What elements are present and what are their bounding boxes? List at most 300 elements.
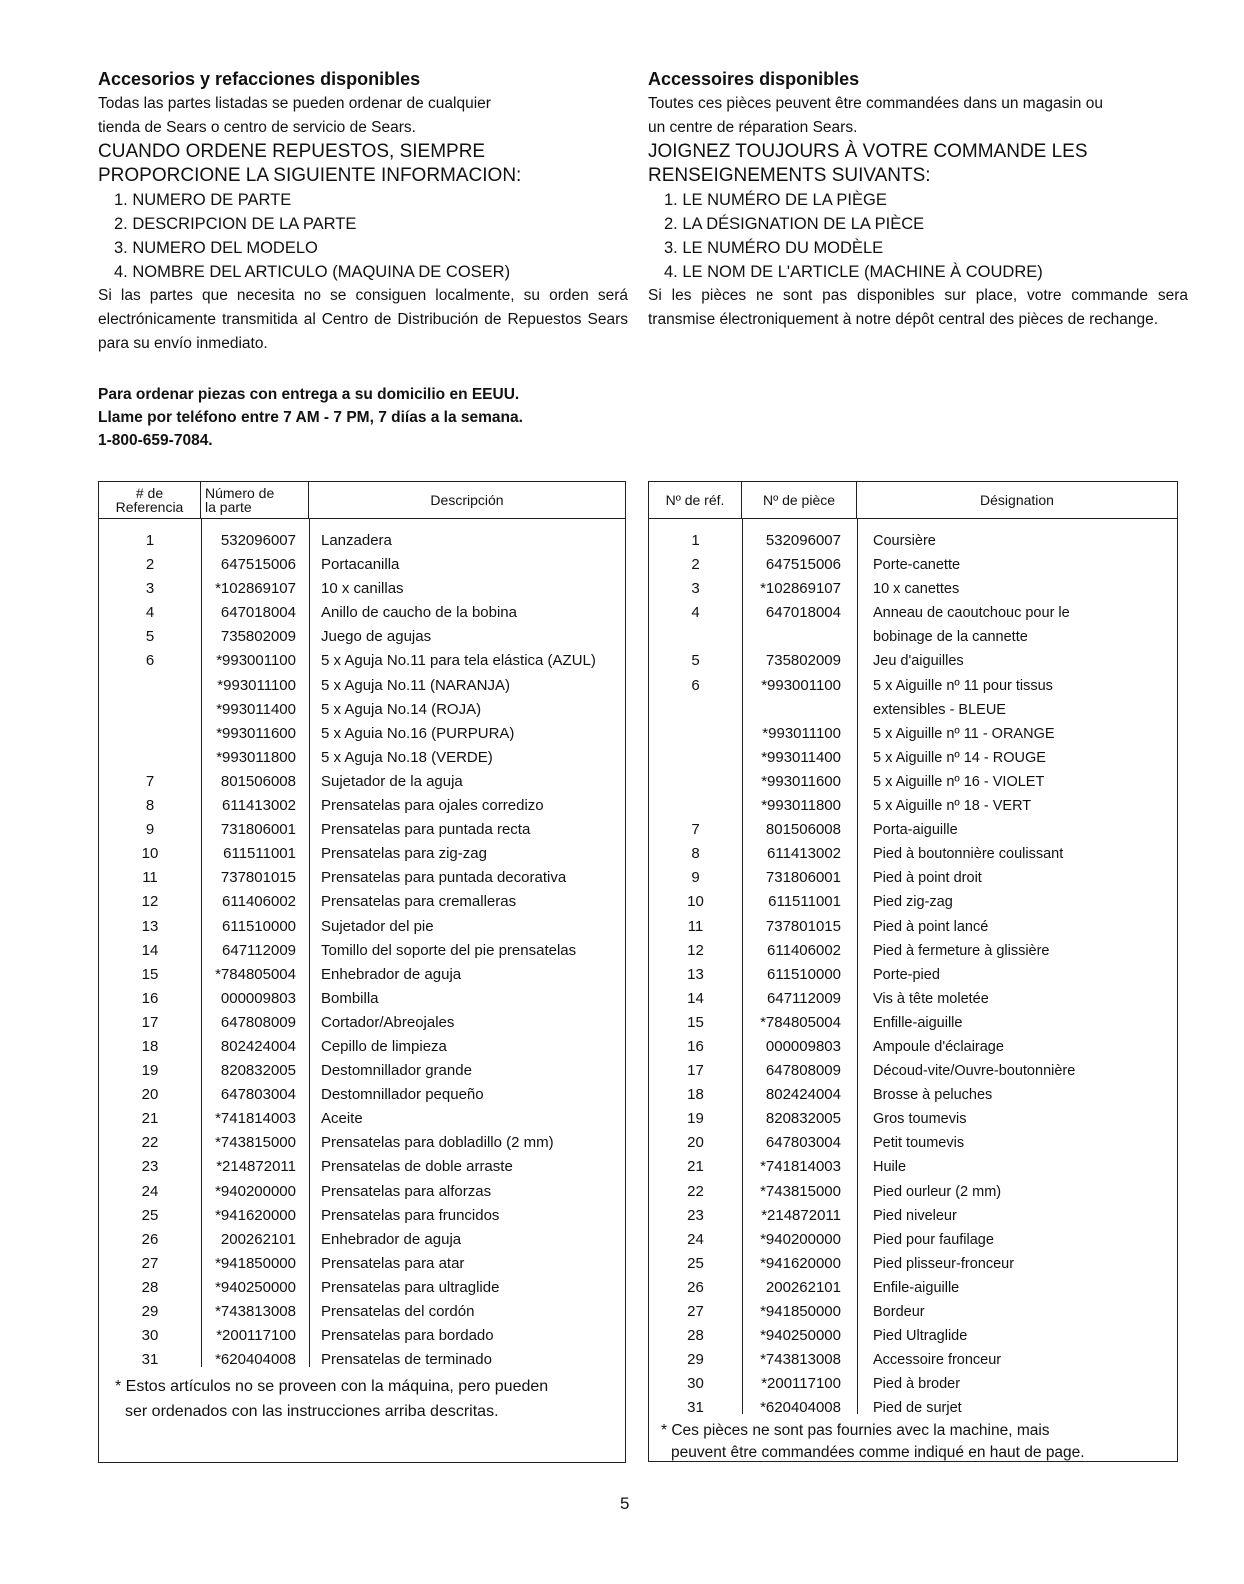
part-number-cell: *941850000 bbox=[760, 1303, 841, 1320]
description-cell: Portacanilla bbox=[321, 556, 400, 574]
ref-cell: 30 bbox=[687, 1375, 704, 1393]
ref-cell: 19 bbox=[687, 1110, 704, 1128]
list-item: 4. NOMBRE DEL ARTICULO (MAQUINA DE COSER) bbox=[114, 263, 511, 281]
table-row bbox=[649, 577, 1177, 601]
table-row bbox=[99, 1276, 625, 1300]
part-number-cell: 611406002 bbox=[767, 941, 841, 959]
ref-cell: 8 bbox=[691, 845, 700, 863]
ref-cell: 27 bbox=[687, 1303, 704, 1320]
part-number-cell: 735802009 bbox=[765, 652, 841, 670]
table-row bbox=[99, 818, 625, 842]
part-number-cell: 200262101 bbox=[220, 1230, 296, 1248]
list-item: 2. LA DÉSIGNATION DE LA PIÈCE bbox=[664, 215, 925, 233]
part-number-cell: 532096007 bbox=[220, 532, 296, 549]
ref-cell: 2 bbox=[145, 556, 155, 574]
french-closing-paragraph: Si les pièces ne sont pas disponibles sur place, votre commande sera transmise électroniquement à notre dépôt central des pièces de rechange. bbox=[648, 287, 1188, 328]
description-cell: Pied plisseur-fronceur bbox=[873, 1255, 1015, 1272]
column-divider bbox=[742, 519, 743, 1414]
table-body bbox=[649, 519, 1177, 1464]
description-cell: 5 x Aguja No.18 (VERDE) bbox=[321, 748, 493, 766]
description-cell: 5 x Aiguille nº 16 - VIOLET bbox=[873, 773, 1045, 790]
table-row bbox=[99, 601, 625, 625]
description-cell: Pied ourleur (2 mm) bbox=[873, 1183, 1002, 1200]
part-number-cell: *743815000 bbox=[760, 1182, 841, 1200]
description-cell: Destomnillador grande bbox=[321, 1062, 472, 1080]
table-row bbox=[649, 1252, 1177, 1276]
table-row bbox=[649, 649, 1177, 673]
header-description: Descripción bbox=[430, 492, 504, 508]
part-number-cell: 737801015 bbox=[220, 869, 296, 887]
header-part-line1: Número de bbox=[205, 485, 275, 501]
description-cell: Enhebrador de aguja bbox=[321, 965, 462, 983]
description-cell: Prensatelas para dobladillo (2 mm) bbox=[321, 1134, 554, 1152]
description-cell: 10 x canillas bbox=[321, 580, 404, 598]
description-cell: Aceite bbox=[321, 1110, 363, 1128]
table-row bbox=[99, 1107, 625, 1131]
part-number-cell bbox=[742, 698, 857, 722]
table-rows bbox=[99, 519, 625, 1372]
table-row bbox=[649, 1372, 1177, 1396]
table-row bbox=[649, 987, 1177, 1011]
ref-cell bbox=[99, 746, 201, 770]
table-row bbox=[99, 529, 625, 553]
ref-cell: 21 bbox=[687, 1158, 704, 1176]
part-number-cell: 000009803 bbox=[765, 1037, 841, 1055]
description-cell: Bordeur bbox=[873, 1304, 925, 1320]
table-row bbox=[649, 1300, 1177, 1324]
part-number-cell: 611511001 bbox=[768, 893, 841, 911]
description-cell: Prensatelas de doble arraste bbox=[321, 1158, 513, 1176]
description-cell: Vis à tête moletée bbox=[873, 990, 989, 1007]
description-cell: 5 x Aguja No.11 para tela elástica (AZUL) bbox=[321, 652, 596, 670]
part-number-cell: 000009803 bbox=[220, 989, 296, 1007]
table-row bbox=[99, 890, 625, 914]
part-number-cell: *993011100 bbox=[217, 676, 296, 694]
table-row bbox=[99, 794, 625, 818]
table-row bbox=[99, 1083, 625, 1107]
part-number-cell: *993011800 bbox=[761, 797, 841, 815]
table-row bbox=[99, 722, 625, 746]
description-cell: Pied pour faufilage bbox=[873, 1231, 994, 1248]
part-number-cell: 820832005 bbox=[220, 1062, 296, 1080]
header-part-number: Nº de pièce bbox=[742, 482, 857, 518]
ref-cell bbox=[649, 746, 742, 770]
ref-cell: 28 bbox=[141, 1278, 159, 1296]
table-row bbox=[649, 1180, 1177, 1204]
order-phone-number: 1-800-659-7084. bbox=[98, 432, 213, 449]
part-number-cell: *784805004 bbox=[760, 1013, 841, 1031]
part-number-cell: *993001100 bbox=[216, 652, 296, 670]
part-number-cell: *743815000 bbox=[215, 1134, 296, 1152]
ref-cell: 22 bbox=[687, 1182, 704, 1200]
header-ref-line1: # de bbox=[135, 485, 164, 501]
part-number-cell: 735802009 bbox=[220, 628, 296, 646]
table-row bbox=[99, 1300, 625, 1324]
ref-cell: 7 bbox=[145, 772, 155, 790]
table-footnote bbox=[649, 1420, 1177, 1464]
part-number-cell: 611510000 bbox=[222, 917, 296, 935]
ref-cell: 24 bbox=[687, 1230, 704, 1248]
ref-cell: 17 bbox=[687, 1062, 704, 1080]
table-row bbox=[649, 1035, 1177, 1059]
part-number-cell: 611406002 bbox=[222, 893, 296, 911]
ref-cell: 19 bbox=[141, 1062, 159, 1080]
part-number-cell: *741814003 bbox=[760, 1158, 841, 1176]
ref-cell: 4 bbox=[691, 604, 700, 622]
ref-cell: 27 bbox=[141, 1254, 159, 1272]
ref-cell: 6 bbox=[691, 676, 700, 694]
table-row bbox=[649, 890, 1177, 914]
header-ref-line2: Referencia bbox=[115, 499, 184, 515]
table-row bbox=[649, 866, 1177, 890]
part-number-cell: *743813008 bbox=[215, 1303, 296, 1320]
description-cell: Brosse à peluches bbox=[873, 1087, 993, 1104]
description-cell: Tomillo del soporte del pie prensatelas bbox=[321, 941, 577, 959]
part-number-cell: *784805004 bbox=[215, 965, 296, 983]
description-cell: Pied à broder bbox=[873, 1376, 961, 1393]
description-cell: 5 x Aguia No.16 (PURPURA) bbox=[321, 724, 515, 742]
part-number-cell: *102869107 bbox=[760, 580, 841, 598]
ref-cell: 14 bbox=[141, 941, 159, 959]
description-cell: Anneau de caoutchouc pour le bbox=[873, 605, 1070, 622]
part-number-cell: *941620000 bbox=[760, 1254, 841, 1272]
part-number-cell: *993011100 bbox=[762, 724, 841, 742]
column-divider bbox=[201, 519, 202, 1367]
table-row bbox=[99, 698, 625, 722]
table-row bbox=[99, 649, 625, 673]
table-row bbox=[649, 963, 1177, 987]
description-cell: Cepillo de limpieza bbox=[321, 1037, 447, 1055]
description-cell: Cortador/Abreojales bbox=[321, 1013, 455, 1031]
description-cell: Pied à fermeture à glissière bbox=[873, 942, 1050, 959]
part-number-cell: 731806001 bbox=[220, 821, 296, 839]
ref-cell: 24 bbox=[141, 1182, 159, 1200]
ref-cell: 18 bbox=[141, 1037, 159, 1055]
ref-cell: 20 bbox=[687, 1134, 704, 1152]
ref-cell: 29 bbox=[687, 1351, 704, 1369]
table-body bbox=[99, 519, 625, 1424]
table-row bbox=[649, 1083, 1177, 1107]
part-number-cell: *200117100 bbox=[761, 1375, 841, 1393]
table-row bbox=[99, 1228, 625, 1252]
ref-cell: 4 bbox=[145, 604, 155, 622]
description-cell: Pied à point lancé bbox=[873, 918, 989, 935]
description-cell: extensibles - BLEUE bbox=[873, 701, 1006, 718]
table-row bbox=[99, 625, 625, 649]
part-number-cell: 611511001 bbox=[223, 845, 296, 863]
part-number-cell: 647112009 bbox=[222, 941, 296, 959]
table-row bbox=[649, 601, 1177, 625]
description-cell: bobinage de la cannette bbox=[873, 629, 1028, 646]
ref-cell: 12 bbox=[141, 893, 159, 911]
ref-cell: 3 bbox=[145, 580, 155, 598]
ref-cell: 18 bbox=[687, 1086, 704, 1104]
spanish-section-title: Accesorios y refacciones disponibles bbox=[98, 69, 421, 89]
description-cell: Pied Ultraglide bbox=[873, 1328, 968, 1345]
order-note-line: Para ordenar piezas con entrega a su domicilio en EEUU. bbox=[98, 386, 520, 403]
table-row bbox=[649, 529, 1177, 553]
header-part-number bbox=[201, 482, 309, 518]
ref-cell: 14 bbox=[687, 989, 704, 1007]
ref-cell: 26 bbox=[687, 1278, 704, 1296]
ref-cell bbox=[649, 770, 742, 794]
part-number-cell: 647112009 bbox=[767, 989, 841, 1007]
header-designation: Désignation bbox=[980, 492, 1054, 508]
table-row bbox=[99, 1348, 625, 1372]
spanish-caps-line: CUANDO ORDENE REPUESTOS, SIEMPRE bbox=[98, 141, 486, 162]
description-cell: Porta-aiguille bbox=[873, 822, 958, 839]
footnote-line: peuvent être commandées comme indiqué en haut de page. bbox=[671, 1444, 1085, 1462]
table-row bbox=[99, 1011, 625, 1035]
ref-cell: 1 bbox=[691, 532, 700, 549]
description-cell: 5 x Aguja No.11 (NARANJA) bbox=[321, 676, 510, 694]
part-number-cell: 647808009 bbox=[220, 1013, 296, 1031]
ref-cell: 20 bbox=[141, 1086, 159, 1104]
french-intro-line: Toutes ces pièces peuvent être commandées dans un magasin ou bbox=[648, 95, 1103, 112]
ref-cell: 11 bbox=[687, 917, 704, 935]
part-number-cell bbox=[742, 625, 857, 649]
ref-cell bbox=[99, 722, 201, 746]
description-cell: Pied de surjet bbox=[873, 1400, 962, 1417]
spanish-info-list bbox=[98, 188, 628, 284]
part-number-cell: 647803004 bbox=[765, 1134, 841, 1152]
part-number-cell: *620404008 bbox=[760, 1399, 841, 1417]
table-footnote bbox=[99, 1372, 625, 1424]
table-row bbox=[649, 1059, 1177, 1083]
table-rows bbox=[649, 519, 1177, 1420]
description-cell: 5 x Aiguille nº 14 - ROUGE bbox=[873, 749, 1046, 766]
part-number-cell: 647808009 bbox=[765, 1062, 841, 1080]
description-cell: Prensatelas para ultraglide bbox=[321, 1278, 500, 1296]
part-number-cell: 737801015 bbox=[765, 917, 841, 935]
part-number-cell: 731806001 bbox=[765, 869, 841, 887]
description-cell: Enfile-aiguille bbox=[873, 1279, 960, 1296]
description-cell: Découd-vite/Ouvre-boutonnière bbox=[873, 1063, 1076, 1080]
ref-cell: 10 bbox=[141, 845, 159, 863]
part-number-cell: 200262101 bbox=[765, 1278, 841, 1296]
description-cell: Prensatelas para atar bbox=[321, 1254, 465, 1272]
table-row bbox=[99, 1204, 625, 1228]
part-number-cell: *620404008 bbox=[215, 1351, 296, 1369]
table-row bbox=[649, 722, 1177, 746]
part-number-cell: 647803004 bbox=[220, 1086, 296, 1104]
description-cell: Porte-pied bbox=[873, 966, 940, 983]
ref-cell: 13 bbox=[141, 917, 159, 935]
description-cell: Prensatelas para alforzas bbox=[321, 1182, 492, 1200]
ref-cell: 9 bbox=[691, 869, 700, 887]
description-cell: Prensatelas para puntada recta bbox=[321, 821, 531, 839]
table-row bbox=[99, 553, 625, 577]
part-number-cell: 801506008 bbox=[220, 772, 296, 790]
ref-cell: 5 bbox=[145, 628, 155, 646]
ref-cell: 31 bbox=[687, 1399, 704, 1417]
part-number-cell: *993011400 bbox=[216, 700, 296, 718]
ref-cell: 12 bbox=[687, 941, 704, 959]
table-row bbox=[99, 1252, 625, 1276]
table-row bbox=[649, 1276, 1177, 1300]
table-row bbox=[99, 1035, 625, 1059]
ref-cell: 22 bbox=[141, 1134, 159, 1152]
description-cell: Destomnillador pequeño bbox=[321, 1086, 484, 1104]
ref-cell: 28 bbox=[687, 1327, 704, 1345]
description-cell: Prensatelas del cordón bbox=[321, 1303, 475, 1320]
ref-cell: 15 bbox=[141, 965, 159, 983]
part-number-cell: *993011800 bbox=[216, 748, 296, 766]
table-row bbox=[649, 625, 1177, 649]
ref-cell: 11 bbox=[142, 869, 158, 887]
ref-cell: 1 bbox=[145, 532, 155, 549]
table-row bbox=[99, 987, 625, 1011]
description-cell: Pied zig-zag bbox=[873, 894, 953, 911]
ref-cell: 2 bbox=[691, 556, 700, 574]
description-cell: 10 x canettes bbox=[873, 581, 960, 598]
spanish-intro-line: Todas las partes listadas se pueden ordenar de cualquier bbox=[98, 95, 491, 112]
table-row bbox=[649, 1011, 1177, 1035]
part-number-cell: 820832005 bbox=[765, 1110, 841, 1128]
part-number-cell: 647515006 bbox=[220, 556, 296, 574]
table-row bbox=[99, 770, 625, 794]
french-caps-line: JOIGNEZ TOUJOURS À VOTRE COMMANDE LES bbox=[648, 141, 1088, 162]
table-row bbox=[99, 577, 625, 601]
description-cell: Prensatelas para ojales corredizo bbox=[321, 797, 544, 815]
table-row bbox=[649, 842, 1177, 866]
table-row bbox=[649, 1348, 1177, 1372]
part-number-cell: 647018004 bbox=[765, 604, 841, 622]
part-number-cell: *993001100 bbox=[761, 676, 841, 694]
ref-cell: 16 bbox=[687, 1037, 704, 1055]
table-row bbox=[649, 746, 1177, 770]
description-cell: Jeu d'aiguilles bbox=[873, 653, 964, 670]
part-number-cell: *993011600 bbox=[216, 724, 296, 742]
table-row bbox=[649, 553, 1177, 577]
table-header bbox=[99, 482, 625, 519]
french-intro-section bbox=[648, 68, 1188, 332]
description-cell: Accessoire fronceur bbox=[873, 1352, 1002, 1369]
part-number-cell: *200117100 bbox=[216, 1327, 296, 1345]
description-cell: Huile bbox=[873, 1159, 907, 1176]
list-item: 3. NUMERO DEL MODELO bbox=[114, 239, 318, 257]
ref-cell: 8 bbox=[145, 797, 155, 815]
part-number-cell: *940200000 bbox=[215, 1182, 296, 1200]
ref-cell: 15 bbox=[687, 1013, 704, 1031]
ref-cell: 25 bbox=[687, 1254, 704, 1272]
description-cell: Ampoule d'éclairage bbox=[873, 1038, 1004, 1055]
part-number-cell: *214872011 bbox=[761, 1206, 841, 1224]
description-cell: Prensatelas para bordado bbox=[321, 1327, 494, 1345]
part-number-cell: *743813008 bbox=[760, 1351, 841, 1369]
column-divider bbox=[309, 519, 310, 1367]
part-number-cell: 802424004 bbox=[220, 1037, 296, 1055]
list-item: 1. LE NUMÉRO DE LA PIÈGE bbox=[664, 191, 887, 209]
description-cell: Petit toumevis bbox=[873, 1135, 965, 1152]
table-row bbox=[649, 770, 1177, 794]
description-cell: Prensatelas de terminado bbox=[321, 1351, 492, 1369]
footnote-line: * Estos artículos no se proveen con la máquina, pero pueden bbox=[115, 1378, 549, 1396]
description-cell: 5 x Aiguille nº 18 - VERT bbox=[873, 798, 1032, 815]
description-cell: 5 x Aiguille nº 11 pour tissus bbox=[873, 677, 1053, 694]
table-row bbox=[99, 1180, 625, 1204]
part-number-cell: 532096007 bbox=[765, 532, 841, 549]
description-cell: Sujetador del pie bbox=[321, 917, 434, 935]
table-row bbox=[99, 674, 625, 698]
ref-cell: 23 bbox=[141, 1158, 159, 1176]
spanish-caps-line: PROPORCIONE LA SIGUIENTE INFORMACION: bbox=[98, 165, 522, 186]
french-info-list bbox=[648, 188, 1188, 284]
description-cell: Prensatelas para zig-zag bbox=[321, 845, 487, 863]
part-number-cell: 647018004 bbox=[220, 604, 296, 622]
ref-cell bbox=[649, 722, 742, 746]
description-cell: 5 x Aguja No.14 (ROJA) bbox=[321, 700, 482, 718]
part-number-cell: *940250000 bbox=[215, 1278, 296, 1296]
table-row bbox=[649, 939, 1177, 963]
spanish-intro-line: tienda de Sears o centro de servicio de Sears. bbox=[98, 119, 416, 136]
table-row bbox=[99, 963, 625, 987]
description-cell: Prensatelas para cremalleras bbox=[321, 893, 517, 911]
description-cell: Porte-canette bbox=[873, 557, 961, 574]
table-row bbox=[649, 1204, 1177, 1228]
part-number-cell: *214872011 bbox=[216, 1158, 296, 1176]
ref-cell bbox=[99, 698, 201, 722]
part-number-cell: *102869107 bbox=[215, 580, 296, 598]
description-cell: Sujetador de la aguja bbox=[321, 772, 463, 790]
part-number-cell: 647515006 bbox=[765, 556, 841, 574]
ref-cell: 30 bbox=[141, 1327, 159, 1345]
ref-cell: 10 bbox=[687, 893, 704, 911]
spanish-closing-paragraph: Si las partes que necesita no se consiguen localmente, su orden será electrónicamente transmitida al Centro de Distribución de Repuestos Sears para su envío inmediato. bbox=[98, 287, 628, 352]
ref-cell: 23 bbox=[687, 1206, 704, 1224]
footnote-line: * Ces pièces ne sont pas fournies avec la machine, mais bbox=[661, 1422, 1050, 1440]
list-item: 1. NUMERO DE PARTE bbox=[114, 191, 292, 209]
table-row bbox=[649, 1396, 1177, 1420]
header-part-line2: la parte bbox=[205, 499, 252, 515]
french-intro-line: un centre de réparation Sears. bbox=[648, 119, 858, 136]
table-row bbox=[649, 1228, 1177, 1252]
part-number-cell: *940250000 bbox=[760, 1327, 841, 1345]
header-ref: Nº de réf. bbox=[649, 482, 742, 518]
table-row bbox=[99, 842, 625, 866]
spanish-parts-table bbox=[98, 481, 626, 1463]
part-number-cell: *741814003 bbox=[215, 1110, 296, 1128]
ref-cell: 3 bbox=[691, 580, 700, 598]
list-item: 3. LE NUMÉRO DU MODÈLE bbox=[664, 239, 884, 257]
ref-cell: 9 bbox=[145, 821, 155, 839]
footnote-line: ser ordenados con las instrucciones arriba descritas. bbox=[125, 1403, 499, 1421]
ref-cell: 6 bbox=[145, 652, 155, 670]
part-number-cell: *993011600 bbox=[761, 772, 841, 790]
description-cell: Gros toumevis bbox=[873, 1111, 967, 1128]
description-cell: Pied à point droit bbox=[873, 870, 982, 887]
table-row bbox=[649, 1107, 1177, 1131]
part-number-cell: *941620000 bbox=[215, 1206, 296, 1224]
part-number-cell: 802424004 bbox=[765, 1086, 841, 1104]
description-cell: Enhebrador de aguja bbox=[321, 1230, 462, 1248]
table-header bbox=[649, 482, 1177, 519]
table-row bbox=[99, 1131, 625, 1155]
table-row bbox=[649, 1324, 1177, 1348]
part-number-cell: 801506008 bbox=[765, 821, 841, 839]
ref-cell: 13 bbox=[687, 965, 704, 983]
description-cell: Pied niveleur bbox=[873, 1207, 957, 1224]
table-row bbox=[99, 1155, 625, 1179]
table-row bbox=[649, 915, 1177, 939]
table-row bbox=[99, 1324, 625, 1348]
ref-cell: 29 bbox=[141, 1303, 159, 1320]
column-divider bbox=[857, 519, 858, 1414]
ref-cell bbox=[649, 625, 742, 649]
part-number-cell: 611510000 bbox=[767, 965, 841, 983]
part-number-cell: *940200000 bbox=[760, 1230, 841, 1248]
part-number-cell: 611413002 bbox=[767, 845, 841, 863]
